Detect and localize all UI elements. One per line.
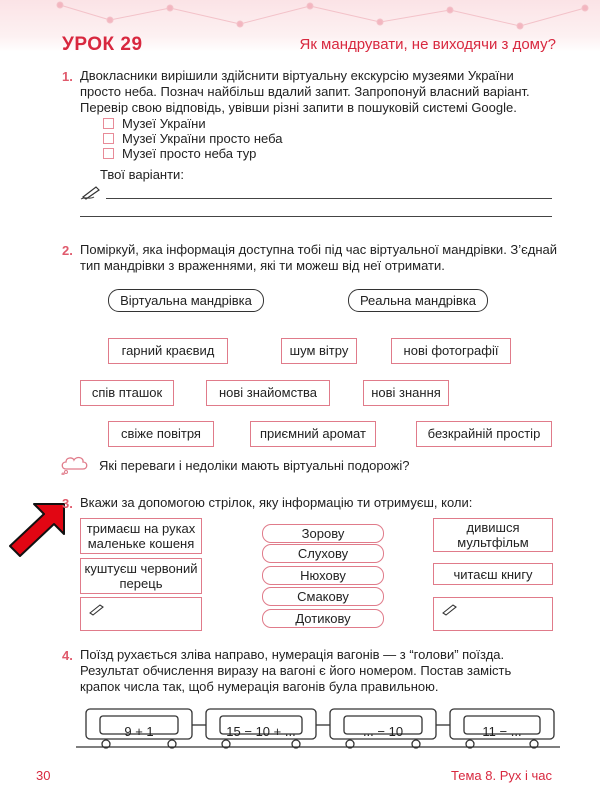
task-1-line: просто неба. Познач найбільш вдалий запит. Запропонуй власний варіант. — [80, 84, 530, 99]
wagon-expression[interactable]: 11 − ... — [482, 724, 522, 739]
task-4-text — [80, 647, 511, 695]
impression-box[interactable]: безкрайній простір — [416, 421, 552, 447]
answer-line[interactable] — [106, 198, 552, 199]
task-4-line: крапок числа так, щоб нумерація вагонів була правильною. — [80, 679, 439, 694]
empty-answer-box[interactable] — [433, 597, 553, 631]
thought-cloud-icon — [60, 455, 90, 475]
sense-option[interactable]: Зорову — [262, 524, 384, 543]
wagon-expression[interactable]: ... − 10 — [362, 724, 404, 739]
checkbox[interactable] — [103, 133, 114, 144]
situation-box[interactable]: читаєш книгу — [433, 563, 553, 585]
task-1-line: Перевір свою відповідь, увівши різні запити в пошуковій системі Google. — [80, 100, 517, 115]
wagon-expression[interactable]: 15 − 10 + ... — [226, 724, 296, 739]
checkbox[interactable] — [103, 148, 114, 159]
task-1-line: Двокласники вирішили здійснити віртуальну екскурсію музеями України — [80, 68, 514, 83]
empty-answer-box[interactable] — [80, 597, 202, 631]
impression-box[interactable]: спів пташок — [80, 380, 174, 406]
situation-box[interactable]: дивишся мультфільм — [433, 518, 553, 552]
impression-box[interactable]: гарний краєвид — [108, 338, 228, 364]
answer-line[interactable] — [80, 216, 552, 217]
sense-option[interactable]: Слухову — [262, 544, 384, 563]
sense-option[interactable]: Смакову — [262, 587, 384, 606]
lesson-number: УРОК 29 — [62, 34, 143, 55]
red-arrow-icon — [6, 500, 68, 558]
task-1-number: 1. — [62, 69, 73, 84]
impression-box[interactable]: нові знайомства — [206, 380, 330, 406]
task-2-question: Які переваги і недоліки мають віртуальні подорожі? — [99, 458, 410, 473]
topic-label: Тема 8. Рух і час — [451, 768, 552, 783]
task-2-number: 2. — [62, 243, 73, 258]
situation-box[interactable]: куштуєш червоний перець — [80, 558, 202, 594]
wagon-expression[interactable]: 9 + 1 — [124, 724, 154, 739]
pencil-icon — [87, 602, 107, 616]
option-label: Музеї просто неба тур — [122, 146, 257, 161]
situation-box[interactable]: тримаєш на руках маленьке кошеня — [80, 518, 202, 554]
type-virtual[interactable]: Віртуальна мандрівка — [108, 289, 264, 312]
your-variants-label: Твої варіанти: — [100, 167, 184, 182]
type-real[interactable]: Реальна мандрівка — [348, 289, 488, 312]
option-row[interactable] — [103, 146, 256, 161]
option-label: Музеї України просто неба — [122, 131, 283, 146]
pencil-icon — [80, 184, 104, 200]
task-2-line: Поміркуй, яка інформація доступна тобі під час віртуальної мандрівки. З’єднай — [80, 242, 558, 257]
impression-box[interactable]: нові фотографії — [391, 338, 511, 364]
task-4-line: Результат обчислення виразу на вагоні є його номером. Постав замість — [80, 663, 512, 678]
task-1-text — [80, 68, 530, 116]
option-row[interactable] — [103, 116, 206, 131]
option-row[interactable] — [103, 131, 283, 146]
impression-box[interactable]: приємний аромат — [250, 421, 376, 447]
lesson-title: Як мандрувати, не виходячи з дому? — [299, 36, 556, 53]
task-2-text — [80, 242, 557, 274]
task-4-line: Поїзд рухається зліва направо, нумерація вагонів — з “голови” поїзда. — [80, 647, 505, 662]
impression-box[interactable]: свіже повітря — [108, 421, 214, 447]
sense-option[interactable]: Дотикову — [262, 609, 384, 628]
task-3-number: 3. — [62, 496, 73, 511]
checkbox[interactable] — [103, 118, 114, 129]
task-2-line: тип мандрівки з враженнями, які ти можеш від неї отримати. — [80, 258, 445, 273]
sense-option[interactable]: Нюхову — [262, 566, 384, 585]
impression-box[interactable]: шум вітру — [281, 338, 357, 364]
pencil-icon — [440, 602, 460, 616]
task-3-text: Вкажи за допомогою стрілок, яку інформацію ти отримуєш, коли: — [80, 495, 473, 510]
option-label: Музеї України — [122, 116, 206, 131]
task-4-number: 4. — [62, 648, 73, 663]
page-number: 30 — [36, 768, 51, 783]
impression-box[interactable]: нові знання — [363, 380, 449, 406]
